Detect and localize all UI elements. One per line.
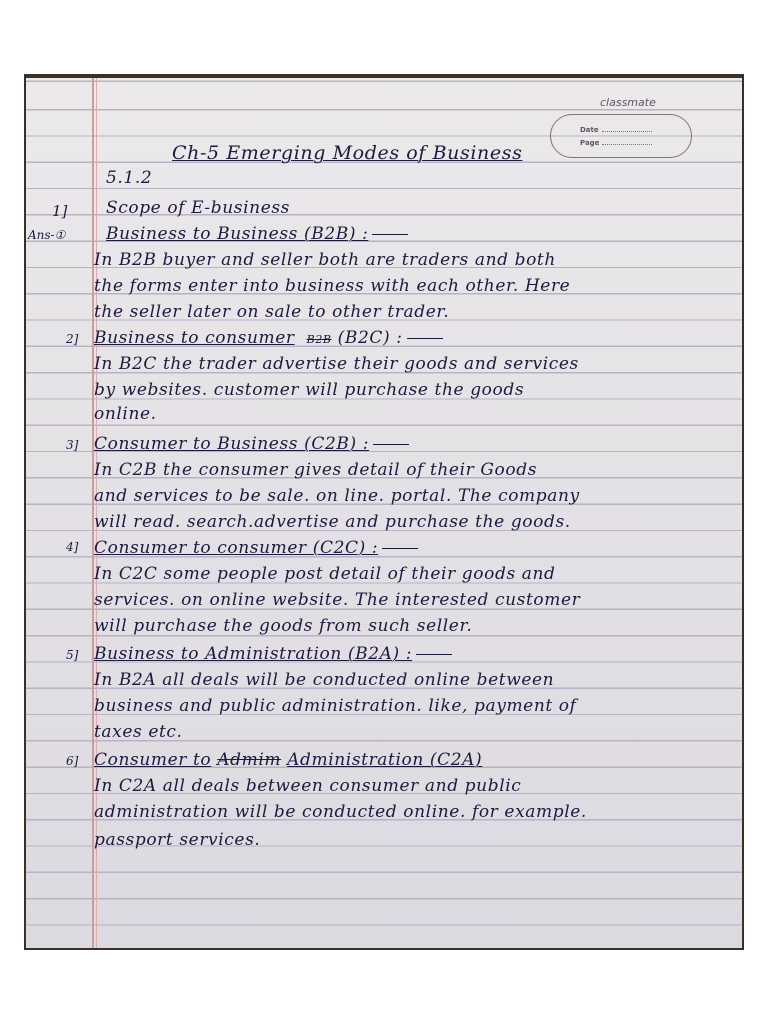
item-2-heading: Business to consumer B2B (B2C) : bbox=[94, 328, 443, 348]
item-5-heading: Business to Administration (B2A) : bbox=[94, 644, 452, 664]
item-3-line-3: will read. search.advertise and purchase the goods. bbox=[94, 512, 571, 532]
item-6-heading: Consumer to Admim Administration (C2A) bbox=[94, 750, 483, 770]
item-6-number: 6] bbox=[66, 754, 79, 768]
page-title: Ch-5 Emerging Modes of Business bbox=[172, 142, 523, 164]
item-3-heading: Consumer to Business (C2B) : bbox=[94, 434, 409, 454]
brand-logo: classmate bbox=[600, 96, 656, 109]
item-3-line-1: In C2B the consumer gives detail of their Goods bbox=[94, 460, 538, 480]
date-field: Date bbox=[580, 126, 652, 134]
item-4-heading: Consumer to consumer (C2C) : bbox=[94, 538, 418, 558]
item-5-line-3: taxes etc. bbox=[94, 722, 183, 742]
classmate-header-box bbox=[546, 90, 716, 160]
item-1-line-1: In B2B buyer and seller both are traders and both bbox=[94, 250, 556, 270]
item-4-line-2: services. on online website. The interested customer bbox=[94, 590, 581, 610]
section-number: 5.1.2 bbox=[106, 168, 153, 188]
item-2-number: 2] bbox=[66, 332, 79, 346]
item-6-line-2: administration will be conducted online. for example. bbox=[94, 802, 587, 822]
item-3-line-2: and services to be sale. on line. portal. The company bbox=[94, 486, 580, 506]
item-3-number: 3] bbox=[66, 438, 79, 452]
answer-marker: Ans-① bbox=[28, 228, 66, 242]
item-2-line-3: online. bbox=[94, 404, 157, 424]
item-1-line-3: the seller later on sale to other trader. bbox=[94, 302, 450, 322]
item-4-number: 4] bbox=[66, 540, 79, 554]
notebook-photo bbox=[24, 74, 744, 950]
item-1-heading: Business to Business (B2B) : bbox=[106, 224, 408, 244]
item-6-line-1: In C2A all deals between consumer and public bbox=[94, 776, 522, 796]
notebook-page bbox=[26, 78, 742, 948]
item-4-line-3: will purchase the goods from such seller. bbox=[94, 616, 473, 636]
item-1-line-2: the forms enter into business with each other. Here bbox=[94, 276, 571, 296]
question-text: Scope of E-business bbox=[106, 198, 290, 218]
date-page-box bbox=[550, 114, 692, 158]
item-2-line-2: by websites. customer will purchase the goods bbox=[94, 380, 525, 400]
page-field: Page bbox=[580, 139, 652, 147]
item-5-line-1: In B2A all deals will be conducted online between bbox=[94, 670, 555, 690]
question-marker: 1] bbox=[52, 202, 68, 220]
item-2-line-1: In B2C the trader advertise their goods and services bbox=[94, 354, 579, 374]
item-4-line-1: In C2C some people post detail of their goods and bbox=[94, 564, 556, 584]
item-5-number: 5] bbox=[66, 648, 79, 662]
item-6-line-3: passport services. bbox=[94, 830, 261, 850]
item-5-line-2: business and public administration. like, payment of bbox=[94, 696, 577, 716]
